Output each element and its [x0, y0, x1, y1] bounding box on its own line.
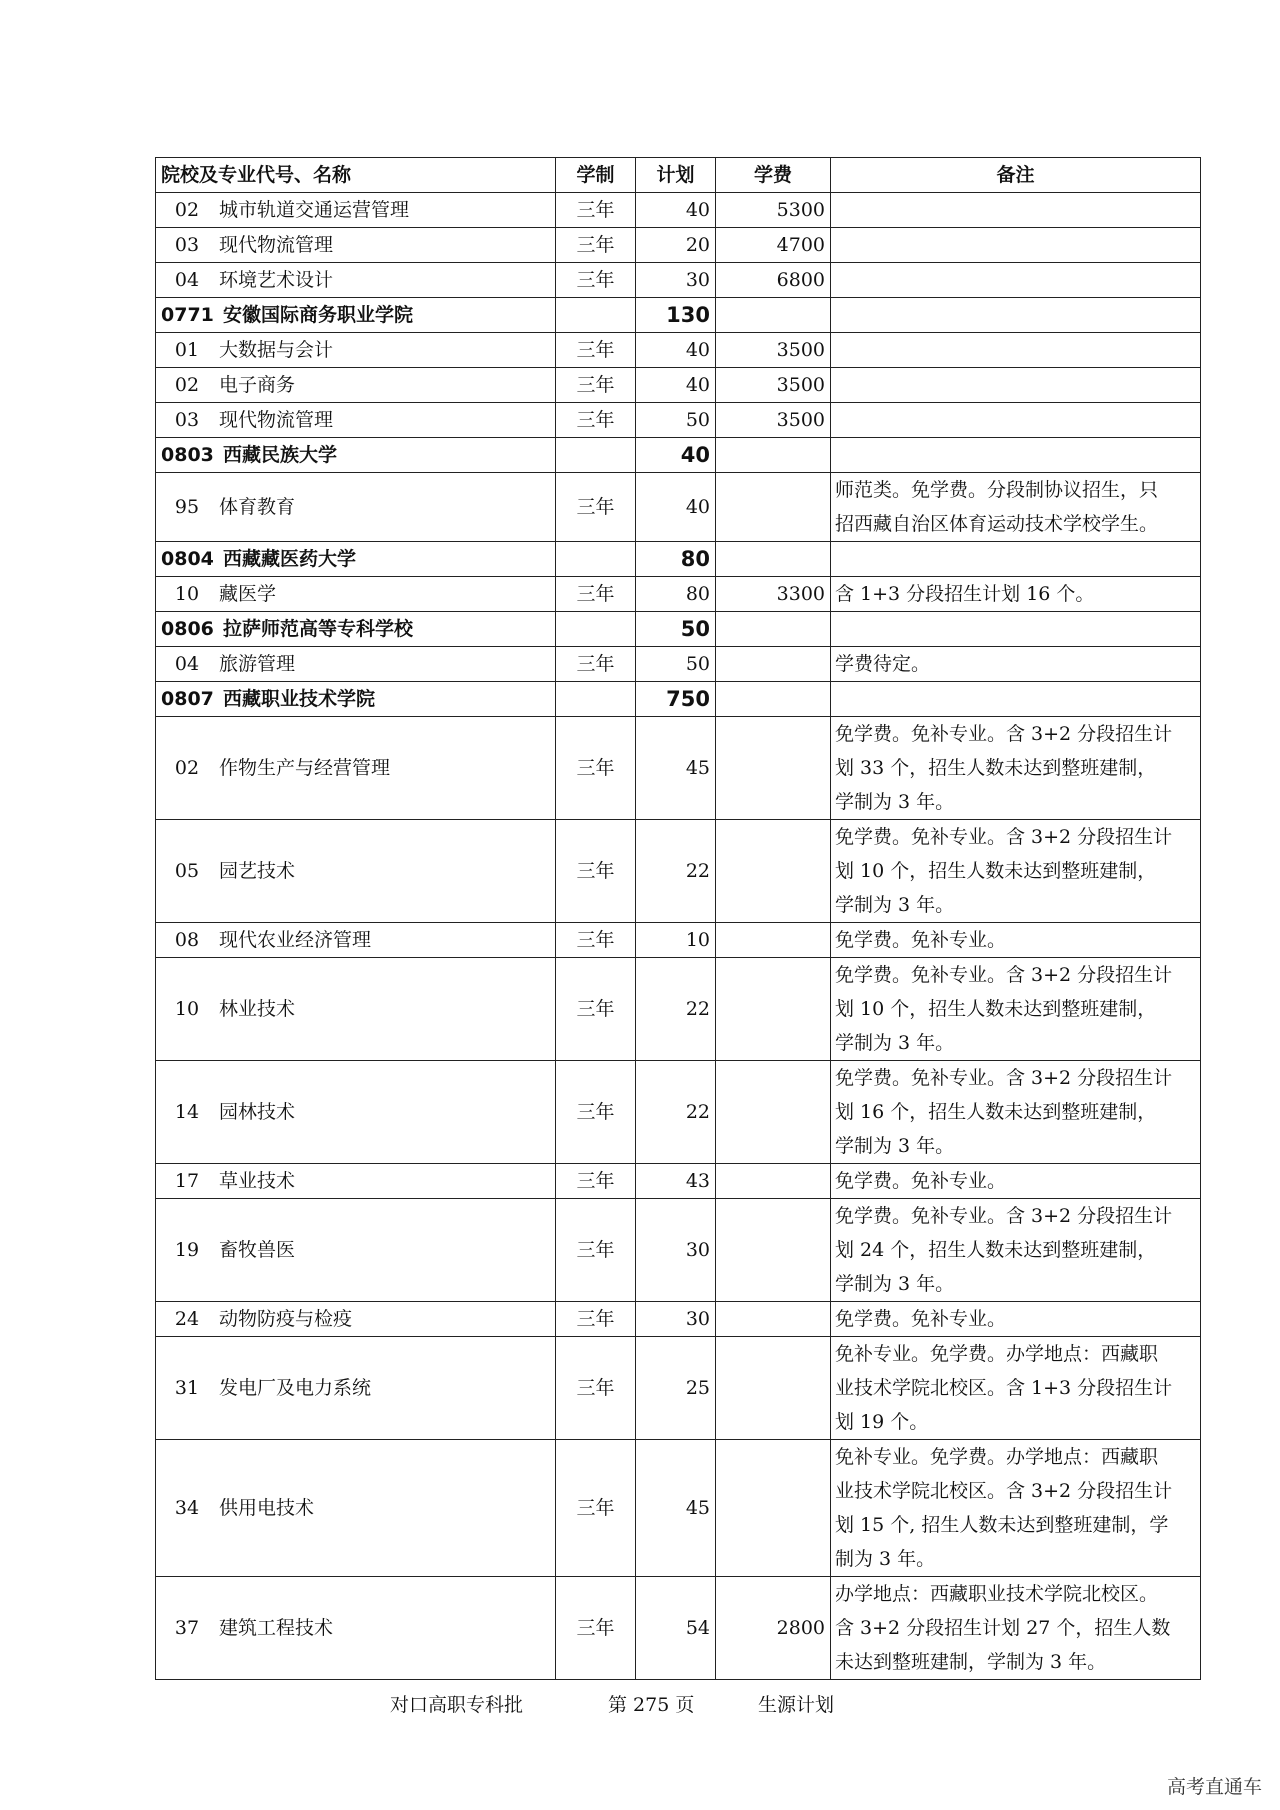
major-row: [156, 923, 1201, 958]
school-plan-total: 80: [636, 542, 716, 577]
note-cell: [831, 542, 1201, 577]
major-cell: [156, 473, 556, 542]
major-cell: [156, 368, 556, 403]
note-cell: [831, 438, 1201, 473]
fee-cell: [716, 473, 831, 542]
fee-cell: [716, 647, 831, 682]
fee-cell: [716, 612, 831, 647]
school-cell: [156, 682, 556, 717]
duration-cell: 三年: [556, 577, 636, 612]
plan-cell: 54: [636, 1577, 716, 1680]
table-body: [156, 193, 1201, 1680]
major-row: [156, 1061, 1201, 1164]
major-name: 现代物流管理: [219, 234, 334, 256]
duration-cell: [556, 438, 636, 473]
note-line: 业技术学院北校区。含 3+2 分段招生计: [835, 1480, 1173, 1502]
note-cell: 免学费。免补专业。: [831, 1164, 1201, 1199]
school-plan-total: 750: [636, 682, 716, 717]
note-line: 划 16 个，招生人数未达到整班建制，: [835, 1101, 1157, 1123]
school-cell: [156, 612, 556, 647]
major-name: 草业技术: [219, 1170, 296, 1192]
duration-cell: 三年: [556, 1302, 636, 1337]
major-row: [156, 403, 1201, 438]
school-plan-total: 130: [636, 298, 716, 333]
duration-cell: 三年: [556, 1337, 636, 1440]
note-cell: [831, 333, 1201, 368]
note-cell: [831, 298, 1201, 333]
plan-cell: 45: [636, 1440, 716, 1577]
plan-cell: 40: [636, 193, 716, 228]
school-code: 0803: [161, 444, 214, 466]
note-cell: [831, 1440, 1201, 1577]
duration-cell: 三年: [556, 820, 636, 923]
major-row: [156, 647, 1201, 682]
note-line: 划 33 个，招生人数未达到整班建制，: [835, 757, 1157, 779]
duration-cell: 三年: [556, 1440, 636, 1577]
major-code: 19: [174, 1239, 200, 1261]
duration-cell: 三年: [556, 228, 636, 263]
note-cell: [831, 612, 1201, 647]
major-cell: [156, 577, 556, 612]
major-name: 城市轨道交通运营管理: [219, 199, 410, 221]
fee-cell: [716, 1440, 831, 1577]
fee-cell: 4700: [716, 228, 831, 263]
duration-cell: 三年: [556, 1164, 636, 1199]
enrollment-plan-table: [155, 157, 1201, 1680]
note-cell: [831, 682, 1201, 717]
major-row: [156, 228, 1201, 263]
note-line: 免学费。免补专业。含 3+2 分段招生计: [835, 723, 1173, 745]
note-line: 含 3+2 分段招生计划 27 个，招生人数: [835, 1617, 1171, 1639]
school-cell: [156, 438, 556, 473]
major-name: 环境艺术设计: [219, 269, 334, 291]
major-cell: [156, 263, 556, 298]
plan-cell: 80: [636, 577, 716, 612]
fee-cell: [716, 682, 831, 717]
plan-cell: 30: [636, 263, 716, 298]
major-code: 34: [174, 1497, 200, 1519]
note-cell: [831, 958, 1201, 1061]
note-line: 划 24 个，招生人数未达到整班建制，: [835, 1239, 1157, 1261]
school-name: 西藏藏医药大学: [223, 548, 357, 570]
school-row: [156, 438, 1201, 473]
fee-cell: [716, 717, 831, 820]
major-name: 林业技术: [219, 998, 296, 1020]
note-line: 招西藏自治区体育运动技术学校学生。: [835, 513, 1159, 535]
major-cell: [156, 1577, 556, 1680]
fee-cell: 3500: [716, 403, 831, 438]
note-cell: [831, 1199, 1201, 1302]
note-cell: [831, 473, 1201, 542]
header-duration: 学制: [556, 158, 636, 193]
major-name: 发电厂及电力系统: [219, 1377, 372, 1399]
major-code: 17: [174, 1170, 200, 1192]
school-plan-total: 50: [636, 612, 716, 647]
major-name: 建筑工程技术: [219, 1617, 334, 1639]
major-code: 08: [174, 929, 200, 951]
header-note: 备注: [831, 158, 1201, 193]
school-row: [156, 612, 1201, 647]
major-name: 动物防疫与检疫: [219, 1308, 353, 1330]
school-code: 0806: [161, 618, 214, 640]
note-line: 制为 3 年。: [835, 1548, 936, 1570]
major-code: 03: [174, 409, 200, 431]
major-cell: [156, 228, 556, 263]
major-name: 电子商务: [219, 374, 296, 396]
major-code: 10: [174, 998, 200, 1020]
duration-cell: [556, 682, 636, 717]
school-row: [156, 542, 1201, 577]
major-name: 现代农业经济管理: [219, 929, 372, 951]
duration-cell: 三年: [556, 263, 636, 298]
note-cell: [831, 193, 1201, 228]
plan-cell: 10: [636, 923, 716, 958]
footer-page-number: 第 275 页: [608, 1694, 695, 1716]
school-name: 西藏民族大学: [223, 444, 338, 466]
note-line: 未达到整班建制，学制为 3 年。: [835, 1651, 1107, 1673]
plan-cell: 22: [636, 958, 716, 1061]
major-name: 供用电技术: [219, 1497, 315, 1519]
fee-cell: [716, 1164, 831, 1199]
plan-cell: 30: [636, 1199, 716, 1302]
fee-cell: [716, 438, 831, 473]
watermark: 高考直通车: [1166, 1776, 1262, 1798]
note-line: 免学费。免补专业。含 3+2 分段招生计: [835, 826, 1173, 848]
major-cell: [156, 1199, 556, 1302]
major-cell: [156, 923, 556, 958]
plan-cell: 22: [636, 820, 716, 923]
duration-cell: 三年: [556, 1577, 636, 1680]
duration-cell: [556, 612, 636, 647]
major-cell: [156, 333, 556, 368]
school-plan-total: 40: [636, 438, 716, 473]
footer-batch: 对口高职专科批: [390, 1694, 524, 1716]
school-name: 西藏职业技术学院: [223, 688, 376, 710]
major-row: [156, 577, 1201, 612]
duration-cell: 三年: [556, 717, 636, 820]
duration-cell: 三年: [556, 333, 636, 368]
fee-cell: 3300: [716, 577, 831, 612]
footer-section: 生源计划: [758, 1694, 835, 1716]
fee-cell: [716, 923, 831, 958]
duration-cell: 三年: [556, 647, 636, 682]
major-code: 01: [174, 339, 200, 361]
fee-cell: [716, 1337, 831, 1440]
major-row: [156, 1164, 1201, 1199]
school-code: 0771: [161, 304, 214, 326]
major-code: 02: [174, 757, 200, 779]
major-row: [156, 1337, 1201, 1440]
table-header-row: [156, 158, 1201, 193]
note-cell: [831, 1337, 1201, 1440]
major-code: 37: [174, 1617, 200, 1639]
note-cell: [831, 403, 1201, 438]
major-code: 24: [174, 1308, 200, 1330]
major-row: [156, 820, 1201, 923]
major-row: [156, 193, 1201, 228]
major-cell: [156, 403, 556, 438]
note-cell: 学费待定。: [831, 647, 1201, 682]
note-line: 学制为 3 年。: [835, 791, 955, 813]
plan-cell: 25: [636, 1337, 716, 1440]
note-cell: [831, 1577, 1201, 1680]
duration-cell: 三年: [556, 368, 636, 403]
major-name: 作物生产与经营管理: [219, 757, 391, 779]
school-cell: [156, 298, 556, 333]
note-line: 划 10 个，招生人数未达到整班建制，: [835, 860, 1157, 882]
major-code: 95: [174, 496, 200, 518]
note-line: 学制为 3 年。: [835, 1135, 955, 1157]
major-code: 03: [174, 234, 200, 256]
note-line: 免学费。免补专业。含 3+2 分段招生计: [835, 1067, 1173, 1089]
major-code: 04: [174, 653, 200, 675]
major-code: 14: [174, 1101, 200, 1123]
major-cell: [156, 820, 556, 923]
note-line: 免学费。免补专业。含 3+2 分段招生计: [835, 964, 1173, 986]
major-row: [156, 473, 1201, 542]
duration-cell: 三年: [556, 1199, 636, 1302]
plan-cell: 43: [636, 1164, 716, 1199]
major-code: 02: [174, 374, 200, 396]
major-cell: [156, 1302, 556, 1337]
note-line: 免补专业。免学费。办学地点：西藏职: [835, 1343, 1159, 1365]
note-cell: 含 1+3 分段招生计划 16 个。: [831, 577, 1201, 612]
major-code: 02: [174, 199, 200, 221]
fee-cell: 2800: [716, 1577, 831, 1680]
fee-cell: [716, 298, 831, 333]
major-code: 10: [174, 583, 200, 605]
header-fee: 学费: [716, 158, 831, 193]
duration-cell: 三年: [556, 958, 636, 1061]
major-row: [156, 1199, 1201, 1302]
plan-cell: 50: [636, 647, 716, 682]
note-line: 学制为 3 年。: [835, 894, 955, 916]
major-row: [156, 1302, 1201, 1337]
major-row: [156, 368, 1201, 403]
plan-cell: 22: [636, 1061, 716, 1164]
note-cell: [831, 1061, 1201, 1164]
fee-cell: 3500: [716, 333, 831, 368]
plan-cell: 40: [636, 368, 716, 403]
major-cell: [156, 717, 556, 820]
header-plan: 计划: [636, 158, 716, 193]
note-cell: [831, 228, 1201, 263]
fee-cell: 5300: [716, 193, 831, 228]
school-code: 0807: [161, 688, 214, 710]
major-name: 大数据与会计: [219, 339, 334, 361]
major-code: 31: [174, 1377, 200, 1399]
major-row: [156, 1577, 1201, 1680]
note-line: 划 15 个, 招生人数未达到整班建制，学: [835, 1514, 1169, 1536]
major-name: 藏医学: [219, 583, 277, 605]
major-code: 04: [174, 269, 200, 291]
note-line: 划 19 个。: [835, 1411, 929, 1433]
school-row: [156, 298, 1201, 333]
plan-cell: 40: [636, 333, 716, 368]
note-line: 办学地点：西藏职业技术学院北校区。: [835, 1583, 1159, 1605]
duration-cell: 三年: [556, 193, 636, 228]
fee-cell: [716, 820, 831, 923]
duration-cell: 三年: [556, 1061, 636, 1164]
plan-cell: 50: [636, 403, 716, 438]
duration-cell: [556, 542, 636, 577]
school-row: [156, 682, 1201, 717]
major-name: 现代物流管理: [219, 409, 334, 431]
major-name: 园林技术: [219, 1101, 296, 1123]
fee-cell: [716, 1061, 831, 1164]
fee-cell: 6800: [716, 263, 831, 298]
fee-cell: [716, 958, 831, 1061]
major-row: [156, 717, 1201, 820]
major-row: [156, 958, 1201, 1061]
major-name: 体育教育: [219, 496, 296, 518]
note-cell: 免学费。免补专业。: [831, 1302, 1201, 1337]
major-name: 旅游管理: [219, 653, 296, 675]
note-cell: [831, 717, 1201, 820]
school-name: 安徽国际商务职业学院: [223, 304, 414, 326]
school-code: 0804: [161, 548, 214, 570]
fee-cell: [716, 542, 831, 577]
major-row: [156, 333, 1201, 368]
note-line: 免学费。免补专业。含 3+2 分段招生计: [835, 1205, 1173, 1227]
plan-cell: 40: [636, 473, 716, 542]
fee-cell: 3500: [716, 368, 831, 403]
plan-cell: 45: [636, 717, 716, 820]
major-cell: [156, 1061, 556, 1164]
note-line: 划 10 个，招生人数未达到整班建制，: [835, 998, 1157, 1020]
fee-cell: [716, 1199, 831, 1302]
school-cell: [156, 542, 556, 577]
fee-cell: [716, 1302, 831, 1337]
note-line: 业技术学院北校区。含 1+3 分段招生计: [835, 1377, 1173, 1399]
duration-cell: 三年: [556, 473, 636, 542]
plan-cell: 20: [636, 228, 716, 263]
note-line: 师范类。免学费。分段制协议招生，只: [835, 479, 1159, 501]
note-cell: 免学费。免补专业。: [831, 923, 1201, 958]
major-cell: [156, 958, 556, 1061]
note-line: 免补专业。免学费。办学地点：西藏职: [835, 1446, 1159, 1468]
note-cell: [831, 820, 1201, 923]
plan-cell: 30: [636, 1302, 716, 1337]
note-line: 学制为 3 年。: [835, 1273, 955, 1295]
major-name: 园艺技术: [219, 860, 296, 882]
major-row: [156, 263, 1201, 298]
major-cell: [156, 1337, 556, 1440]
major-cell: [156, 647, 556, 682]
note-cell: [831, 263, 1201, 298]
note-line: 学制为 3 年。: [835, 1032, 955, 1054]
major-row: [156, 1440, 1201, 1577]
major-name: 畜牧兽医: [219, 1239, 296, 1261]
duration-cell: [556, 298, 636, 333]
header-name: 院校及专业代号、名称: [156, 158, 556, 193]
major-cell: [156, 1164, 556, 1199]
major-code: 05: [174, 860, 200, 882]
school-name: 拉萨师范高等专科学校: [223, 618, 414, 640]
major-cell: [156, 193, 556, 228]
duration-cell: 三年: [556, 923, 636, 958]
major-cell: [156, 1440, 556, 1577]
note-cell: [831, 368, 1201, 403]
duration-cell: 三年: [556, 403, 636, 438]
